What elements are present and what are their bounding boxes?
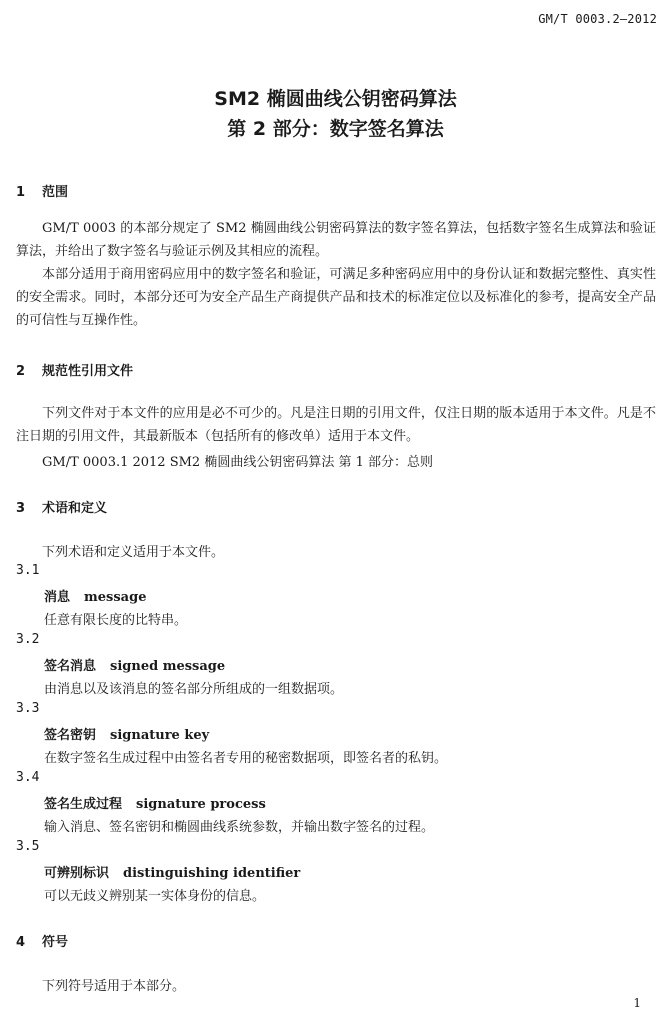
section-title: 范围: [42, 185, 69, 200]
term-en: signature key: [110, 728, 210, 743]
term-zh: 签名生成过程: [44, 797, 123, 812]
term-number: 3.5: [16, 839, 40, 854]
term-definition: 由消息以及该消息的签名部分所组成的一组数据项。: [44, 682, 344, 697]
term-number: 3.2: [16, 632, 40, 647]
term-definition: 在数字签名生成过程中由签名者专用的秘密数据项，即签名者的私钥。: [44, 751, 448, 766]
term-name: [44, 724, 209, 743]
term-definition: 可以无歧义辨别某一实体身份的信息。: [44, 889, 266, 904]
term-number: 3.1: [16, 563, 40, 578]
term-definition: 任意有限长度的比特串。: [44, 613, 188, 628]
page-number: 1: [633, 996, 641, 1010]
term-zh: 消息: [44, 590, 71, 605]
term-en: message: [84, 590, 147, 605]
term-name: [44, 793, 266, 812]
term-number: 3.3: [16, 701, 40, 716]
section-number: 2: [16, 364, 26, 379]
document-title-line1: SM2 椭圆曲线公钥密码算法: [214, 88, 457, 110]
section-1-heading: [16, 181, 68, 200]
section-4-heading: [16, 931, 68, 950]
term-en: distinguishing identifier: [123, 866, 301, 881]
section-number: 4: [16, 935, 26, 950]
term-name: [44, 586, 146, 605]
symbols-intro: 下列符号适用于本部分。: [42, 979, 186, 994]
term-zh: 签名消息: [44, 659, 97, 674]
scope-paragraph-1: GM/T 0003 的本部分规定了 SM2 椭圆曲线公钥密码算法的数字签名算法，包括数字签名生成算法和验证算法，并给出了数字签名与验证示例及其相应的流程。: [16, 221, 656, 259]
term-name: [44, 862, 300, 881]
terms-intro: 下列术语和定义适用于本文件。: [42, 545, 225, 560]
term-en: signature process: [136, 797, 266, 812]
term-zh: 签名密钥: [44, 728, 97, 743]
scope-paragraph-2: 本部分适用于商用密码应用中的数字签名和验证，可满足多种密码应用中的身份认证和数据完整性、真实性的安全需求。同时，本部分还可为安全产品生产商提供产品和技术的标准定位以及标准化的参考，提高安全产品的可信性与互操作性。: [16, 267, 656, 328]
section-title: 符号: [42, 935, 69, 950]
section-3-heading: [16, 497, 107, 516]
section-number: 3: [16, 501, 26, 516]
term-zh: 可辨别标识: [44, 866, 110, 881]
term-number: 3.4: [16, 770, 40, 785]
normative-reference: GM/T 0003.1 2012 SM2 椭圆曲线公钥密码算法 第 1 部分：总则: [42, 455, 434, 470]
document-title-line2: 第 2 部分：数字签名算法: [227, 118, 444, 140]
section-number: 1: [16, 185, 26, 200]
term-en: signed message: [110, 659, 226, 674]
section-2-heading: [16, 360, 133, 379]
section-title: 规范性引用文件: [42, 364, 134, 379]
section-title: 术语和定义: [42, 501, 108, 516]
normative-paragraph: 下列文件对于本文件的应用是必不可少的。凡是注日期的引用文件，仅注日期的版本适用于本文件。凡是不注日期的引用文件，其最新版本（包括所有的修改单）适用于本文件。: [16, 406, 656, 444]
standard-code: GM/T 0003.2—2012: [538, 12, 657, 26]
term-definition: 输入消息、签名密钥和椭圆曲线系统参数，并输出数字签名的过程。: [44, 820, 435, 835]
term-name: [44, 655, 225, 674]
